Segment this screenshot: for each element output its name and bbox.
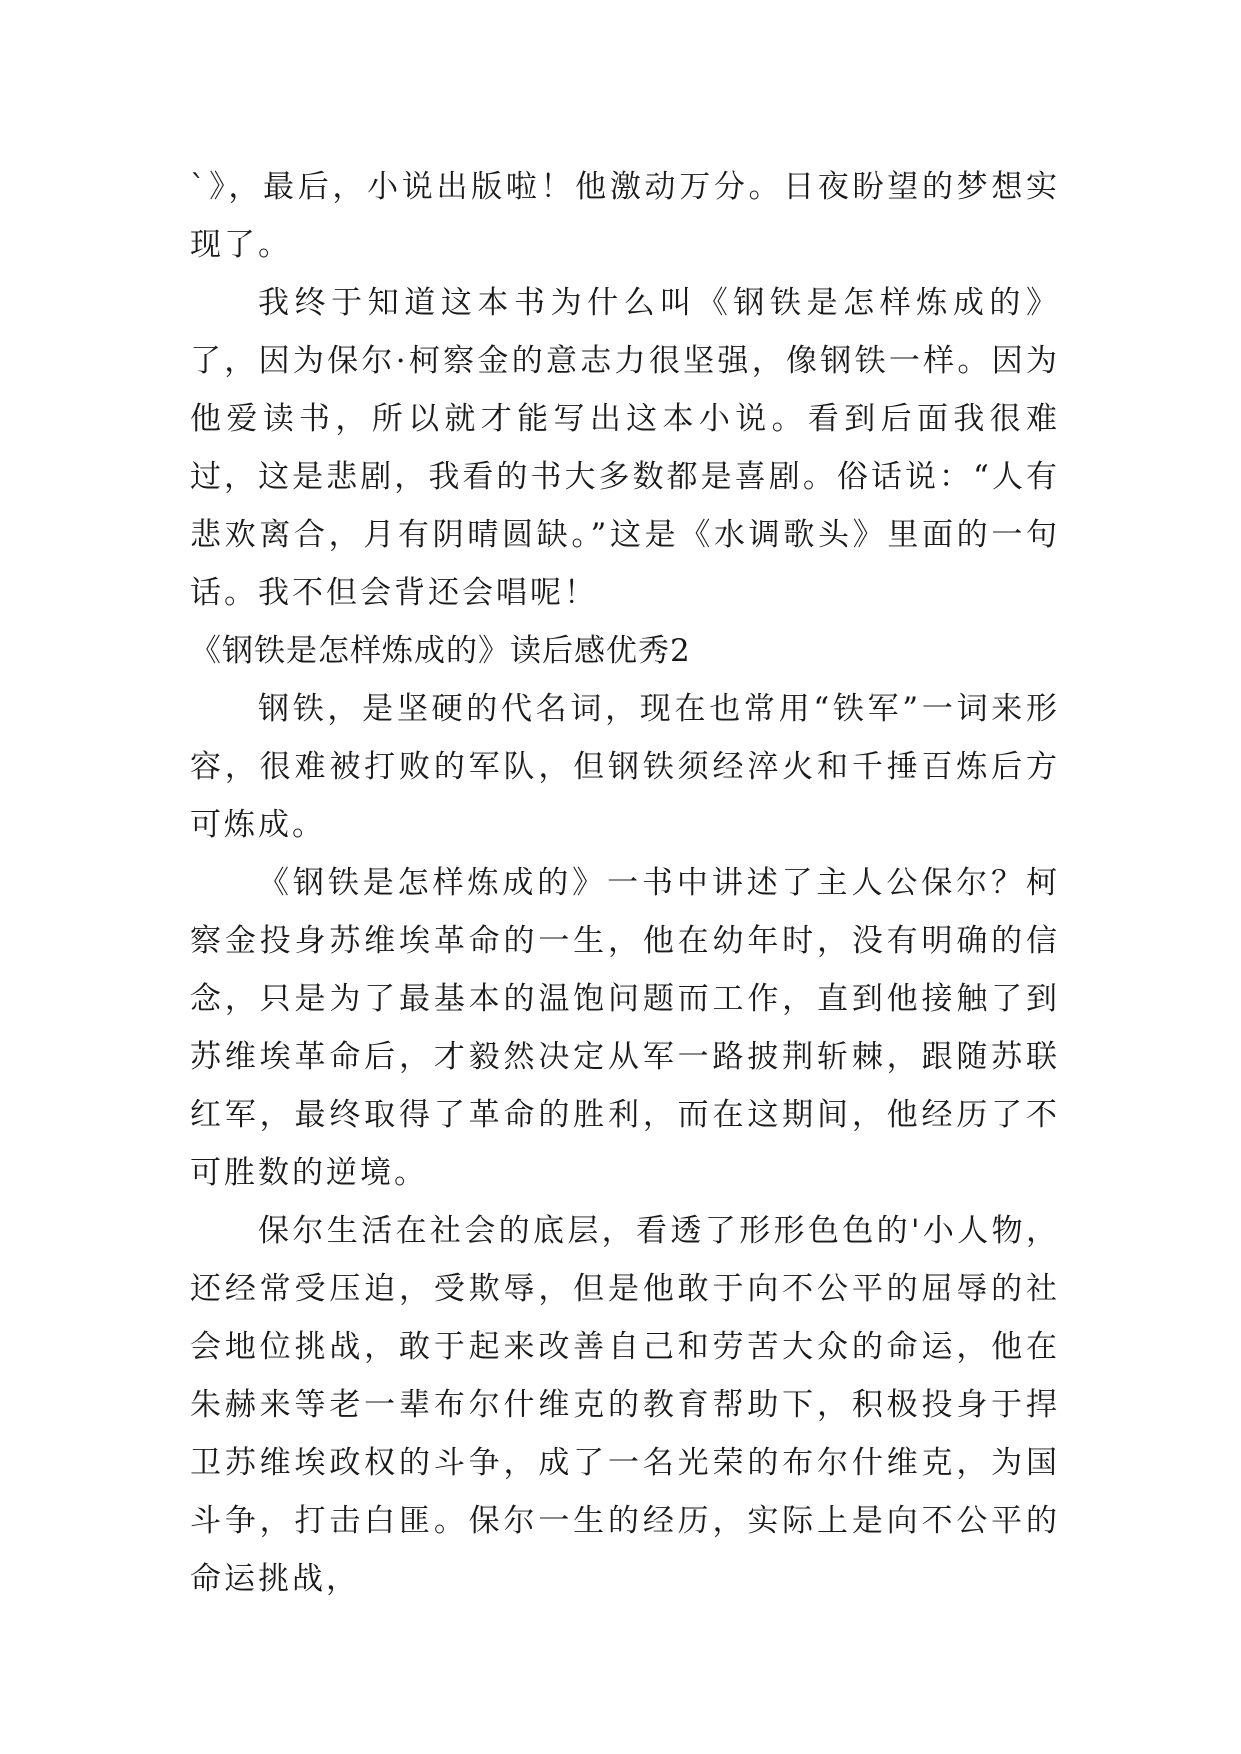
paragraph-understanding: 我终于知道这本书为什么叫《钢铁是怎样炼成的》了，因为保尔·柯察金的意志力很坚强，像钢铁一样。因为他爱读书，所以就才能写出这本小说。看到后面我很难过，这是悲剧，我看的书大多数都是喜剧。俗话说：“人有悲欢离合，月有阴晴圆缺。”这是《水调歌头》里面的一句话。我不但会背还会唱呢！ — [190, 285, 1060, 611]
section-title: 《钢铁是怎样炼成的》读后感优秀2 — [190, 633, 691, 669]
paragraph-book: 《钢铁是怎样炼成的》一书中讲述了主人公保尔？柯察金投身苏维埃革命的一生，他在幼年时，没有明确的信念，只是为了最基本的温饱问题而工作，直到他接触了到苏维埃革命后，才毅然决定从军一路披荆斩棘，跟随苏联红军，最终取得了革命的胜利，而在这期间，他经历了不可胜数的逆境。 — [190, 865, 1060, 1191]
paragraph-continuation: `》，最后，小说出版啦！他激动万分。日夜盼望的梦想实现了。 — [190, 169, 1060, 263]
paragraph-paul: 保尔生活在社会的底层，看透了形形色色的'小人物，还经常受压迫，受欺辱，但是他敢于向不公平的屈辱的社会地位挑战，敢于起来改善自己和劳苦大众的命运，他在朱赫来等老一辈布尔什维克的教育帮助下，积极投身于捍卫苏维埃政权的斗争，成了一名光荣的布尔什维克，为国斗争，打击白匪。保尔一生的经历，实际上是向不公平的命运挑战， — [190, 1213, 1060, 1597]
document-body — [190, 158, 1060, 1608]
paragraph-steel: 钢铁，是坚硬的代名词，现在也常用“铁军”一词来形容，很难被打败的军队，但钢铁须经淬火和千捶百炼后方可炼成。 — [190, 691, 1060, 843]
